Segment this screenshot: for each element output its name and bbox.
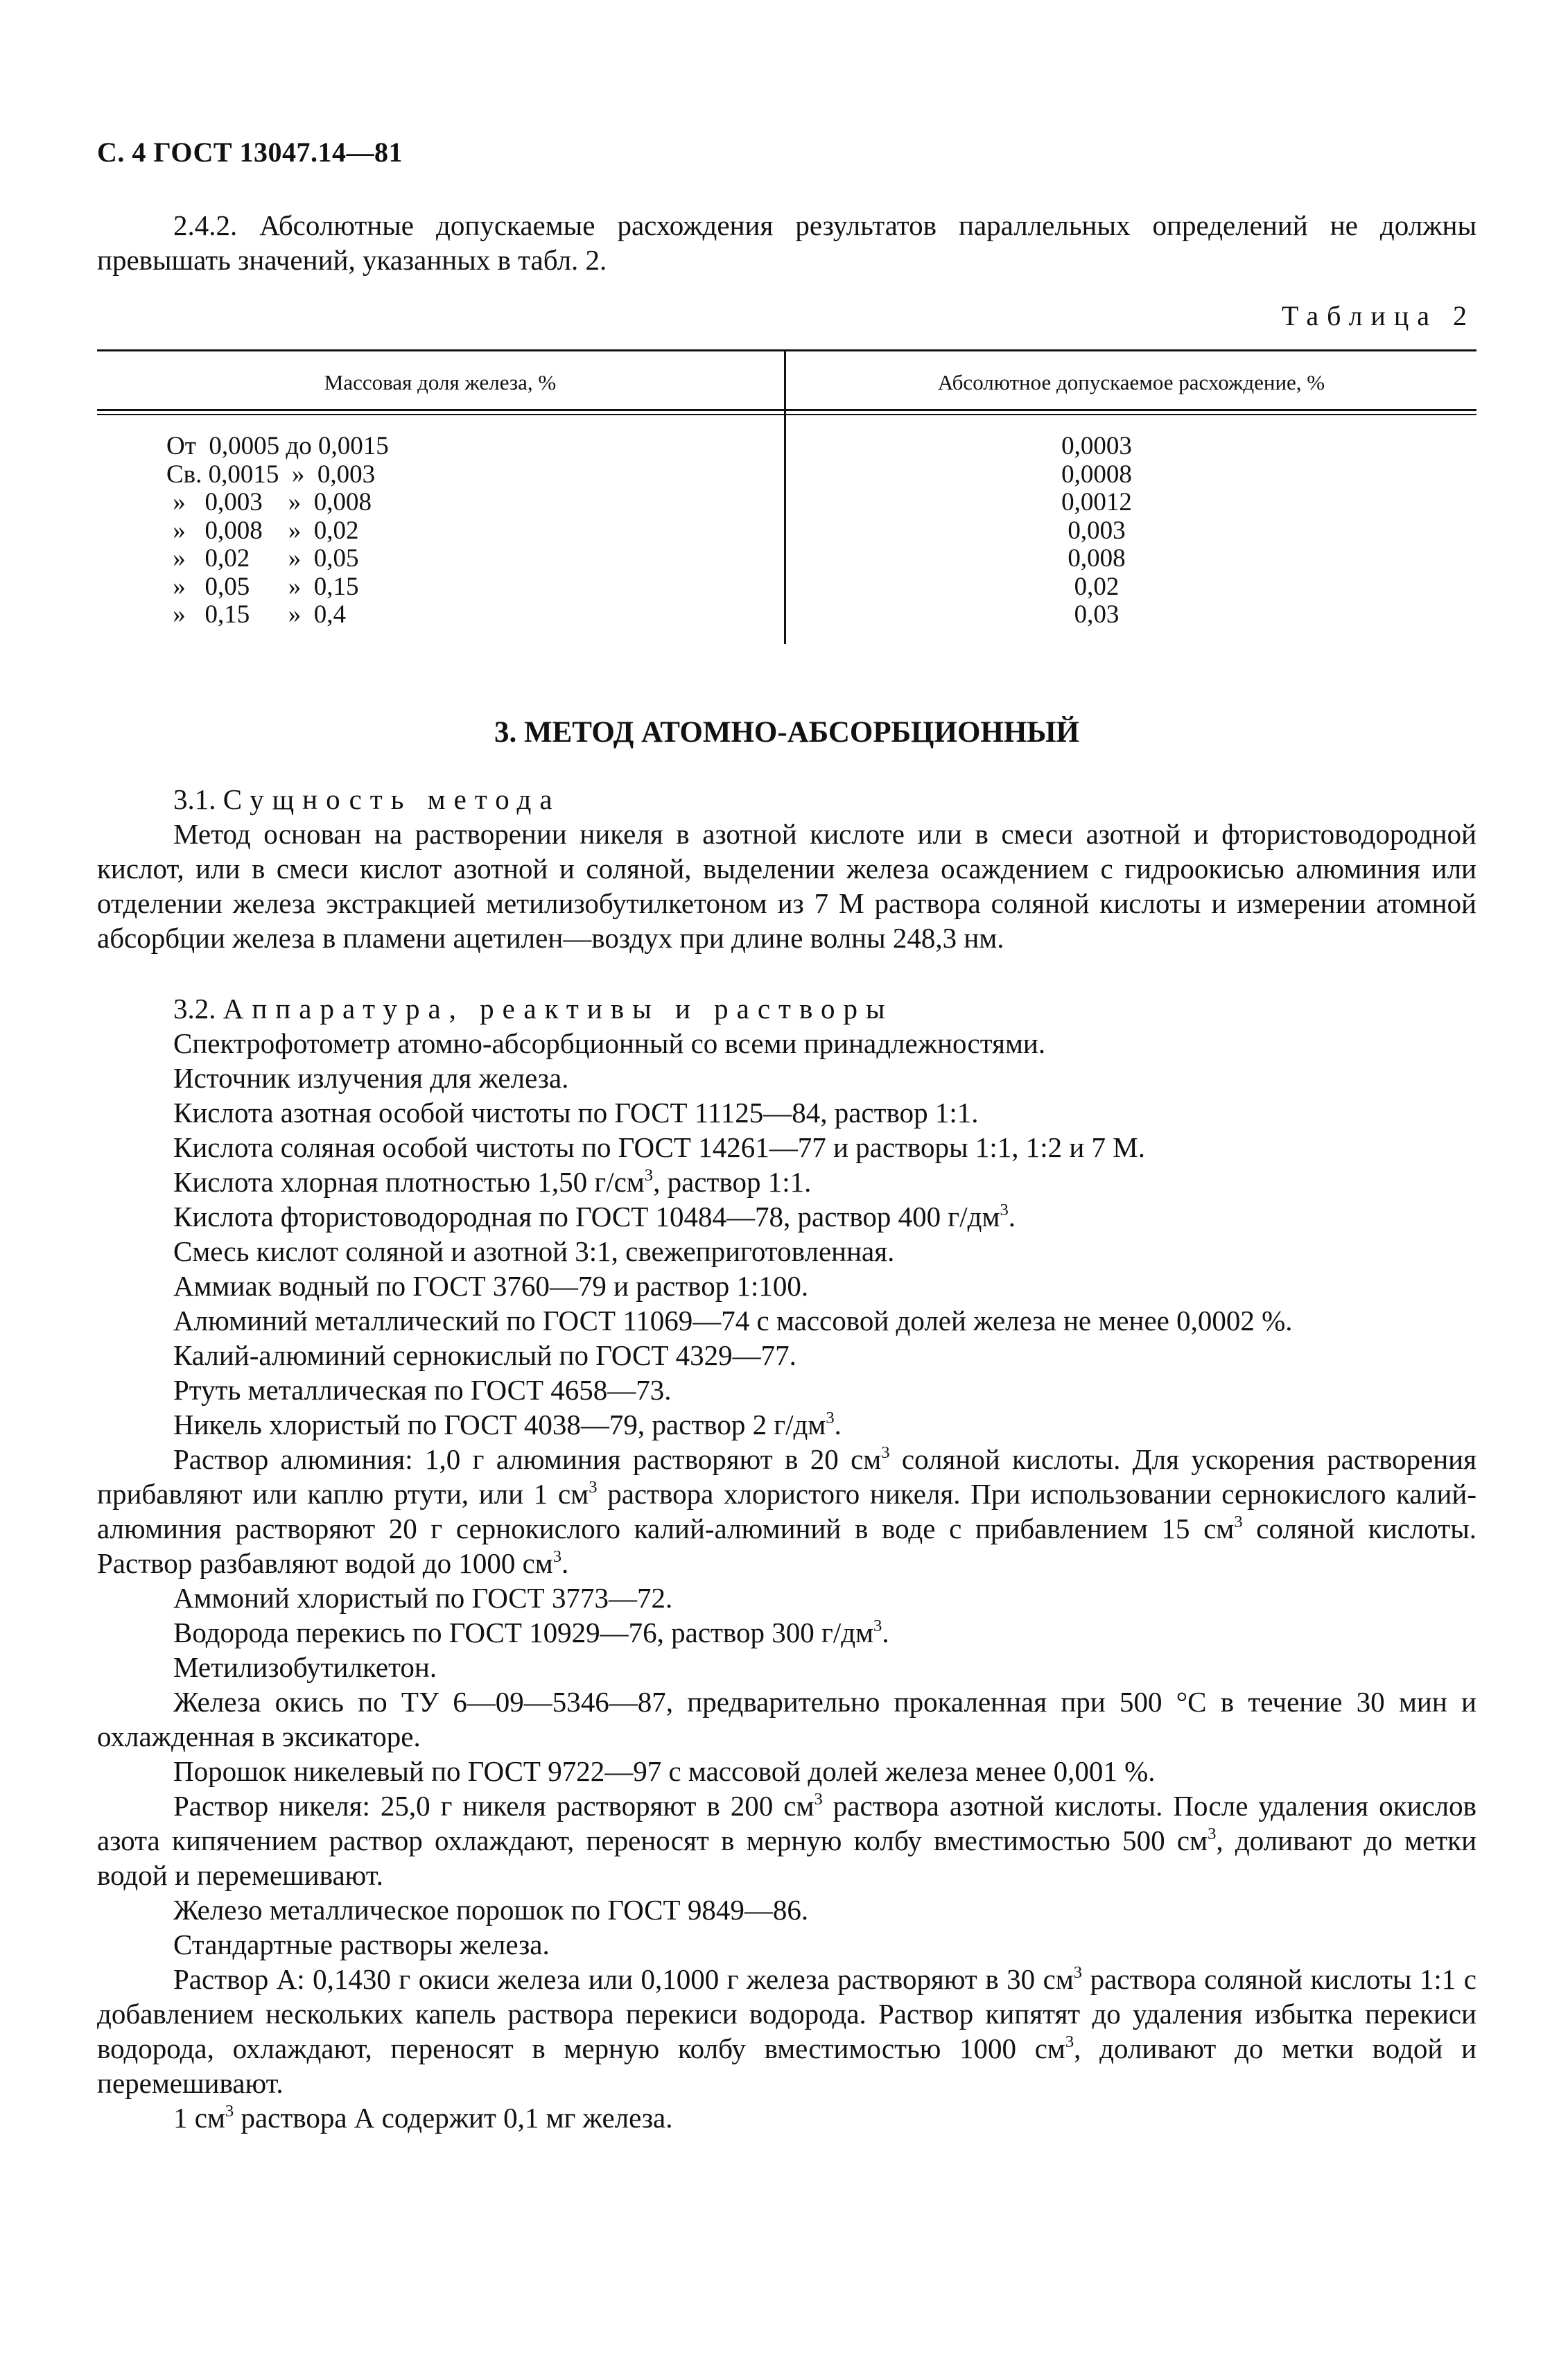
list-item: Кислота азотная особой чистоты по ГОСТ 11125—84, раствор 1:1. [173, 1097, 979, 1129]
table-cell-value: 0,008 [1068, 544, 1126, 573]
list-item: 1 $см^3$ раствора А содержит 0,1 мг железа. [173, 2102, 673, 2134]
subsection-heading-3-2: 3.2. Аппаратура, реактивы и растворы [173, 993, 894, 1025]
paragraph-aluminium-solution: Раствор алюминия: 1,0 г алюминия растворяют в 20 $см^3$ соляной кислоты. Для ускорения растворения прибавляют или каплю ртути, или 1 $см^3$ раствора хлористого никеля. При использовании сернокислого калий-алюминия растворяют 20 г сернокислого калий-алюминий в воде с прибавлением 15 $см^3$ соляной кислоты. Раствор разбавляют водой до 1000 $см^3$. [97, 1443, 1476, 1579]
table-header-tolerance: Абсолютное допускаемое расхождение, % [937, 370, 1325, 394]
table-cell-value: 0,02 [1074, 572, 1120, 601]
list-item: Аммоний хлористый по ГОСТ 3773—72. [173, 1582, 673, 1614]
list-item: Порошок никелевый по ГОСТ 9722—97 с массовой долей железа менее 0,001 %. [173, 1755, 1156, 1787]
list-item: Спектрофотометр атомно-абсорбционный со всеми принадлежностями. [173, 1027, 1046, 1059]
list-item: Ртуть металлическая по ГОСТ 4658—73. [173, 1374, 672, 1406]
table-column-divider [784, 349, 786, 644]
subsection-heading-3-1: 3.1. Сущность метода [173, 783, 561, 815]
table-caption: Таблица 2 [1281, 300, 1475, 331]
list-item: Смесь кислот соляной и азотной 3:1, свежеприготовленная. [173, 1235, 895, 1267]
paragraph-solution-a: Раствор А: 0,1430 г окиси железа или 0,1000 г железа растворяют в 30 $см^3$ раствора соляной кислоты 1:1 с добавлением нескольких капель раствора перекиси водорода. Раствор кипятят до удаления избытка перекиси водорода, охлаждают, переносят в мерную колбу вместимостью 1000 $см^3$, доливают до метки водой и перемешивают. [97, 1963, 1476, 2099]
table-cell-range: » 0,02 » 0,05 [166, 544, 359, 573]
section-title: 3. МЕТОД АТОМНО-АБСОРБЦИОННЫЙ [494, 716, 1079, 749]
list-item: Метилизобутилкетон. [173, 1651, 437, 1683]
table-cell-range: » 0,003 » 0,008 [166, 488, 372, 516]
table-cell-value: 0,0012 [1061, 488, 1132, 516]
heading-text: Аппаратура, реактивы и растворы [223, 993, 894, 1025]
table-top-rule [97, 349, 1476, 351]
page-header: С. 4 ГОСТ 13047.14—81 [97, 137, 403, 168]
paragraph-iron-oxide: Железа окись по ТУ 6—09—5346—87, предварительно прокаленная при 500 °С в течение 30 мин и охлажденная в эксикаторе. [97, 1686, 1476, 1752]
table-cell-range: » 0,15 » 0,4 [166, 600, 346, 629]
paragraph-2-4-2: 2.4.2. Абсолютные допускаемые расхождения результатов параллельных определений не должны превышать значений, указанных в табл. 2. [97, 209, 1476, 276]
table-header-mass-fraction: Массовая доля железа, % [324, 370, 557, 394]
table-cell-range: Св. 0,0015 » 0,003 [166, 460, 376, 489]
list-item: Стандартные растворы железа. [173, 1929, 550, 1960]
table-header-rule [97, 409, 1476, 411]
table-header-rule-2 [97, 414, 1476, 415]
table-cell-value: 0,0008 [1061, 460, 1132, 489]
list-item: Аммиак водный по ГОСТ 3760—79 и раствор 1:100. [173, 1270, 809, 1302]
list-item: Калий-алюминий сернокислый по ГОСТ 4329—77. [173, 1339, 796, 1371]
list-item: Водорода перекись по ГОСТ 10929—76, раствор 300 $г/дм^3$. [173, 1617, 889, 1648]
list-item: Железо металлическое порошок по ГОСТ 9849—86. [173, 1894, 809, 1926]
list-item: Кислота соляная особой чистоты по ГОСТ 14261—77 и растворы 1:1, 1:2 и 7 М. [173, 1131, 1146, 1163]
list-item: Источник излучения для железа. [173, 1062, 569, 1094]
table-cell-value: 0,0003 [1061, 432, 1132, 460]
list-item: Кислота хлорная плотностью 1,50 $г/см^3$, раствор 1:1. [173, 1166, 812, 1198]
table-cell-range: » 0,05 » 0,15 [166, 572, 359, 601]
table-cell-value: 0,03 [1074, 600, 1120, 629]
heading-text: Сущность метода [223, 783, 561, 815]
paragraph-3-1: Метод основан на растворении никеля в азотной кислоте или в смеси азотной и фтористоводородной кислот, или в смеси кислот азотной и соляной, выделении железа осаждением с гидроокисью алюминия или отделении железа экстракцией метилизобутилкетоном из 7 М раствора соляной кислоты и измерении атомной абсорбции железа в пламени ацетилен—воздух при длине волны 248,3 нм. [97, 818, 1476, 954]
table-cell-range: » 0,008 » 0,02 [166, 516, 359, 545]
list-item: Никель хлористый по ГОСТ 4038—79, раствор 2 $г/дм^3$. [173, 1409, 842, 1440]
list-item: Кислота фтористоводородная по ГОСТ 10484—78, раствор 400 $г/дм^3$. [173, 1201, 1016, 1233]
paragraph-nickel-solution: Раствор никеля: 25,0 г никеля растворяют в 200 $см^3$ раствора азотной кислоты. После удаления окислов азота кипячением раствор охлаждают, переносят в мерную колбу вместимостью 500 $см^3$, доливают до метки водой и перемешивают. [97, 1790, 1477, 1891]
table-cell-value: 0,003 [1068, 516, 1126, 545]
table-cell-range: От 0,0005 до 0,0015 [166, 432, 389, 460]
list-item: Алюминий металлический по ГОСТ 11069—74 с массовой долей железа не менее 0,0002 %. [173, 1305, 1293, 1337]
